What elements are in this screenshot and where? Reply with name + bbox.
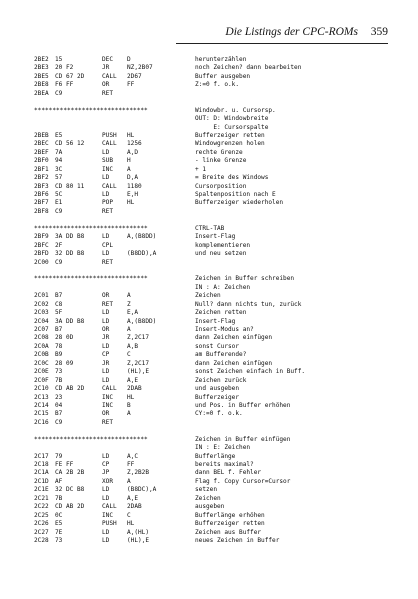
code-line bbox=[34, 199, 394, 207]
mnemonic: CALL bbox=[102, 182, 117, 190]
operand: A bbox=[127, 410, 131, 418]
hex-bytes: CD 80 11 bbox=[55, 182, 85, 190]
address: 2C0A bbox=[34, 342, 49, 350]
comment: und ausgeben bbox=[195, 385, 240, 393]
operand: HL bbox=[127, 199, 135, 207]
comment: Windowgrenzen holen bbox=[195, 140, 265, 148]
hex-bytes: 7A bbox=[55, 148, 63, 156]
comment: Null? dann nichts tun, zurück bbox=[195, 300, 302, 308]
operand: A bbox=[127, 165, 131, 173]
code-line bbox=[34, 183, 394, 191]
separator-stars: ******************************* bbox=[34, 435, 148, 443]
mnemonic: PUSH bbox=[102, 131, 117, 139]
address: 2C00 bbox=[34, 258, 49, 266]
code-line bbox=[34, 368, 394, 376]
operand: (B8DD),A bbox=[127, 250, 157, 258]
operand: E,A bbox=[127, 309, 139, 317]
mnemonic: CALL bbox=[102, 72, 117, 80]
operand: C bbox=[127, 511, 131, 519]
mnemonic: JR bbox=[102, 359, 110, 367]
hex-bytes: 5F bbox=[55, 309, 63, 317]
comment: Flag f. Copy Cursor=Cursor bbox=[195, 477, 291, 485]
mnemonic: XOR bbox=[102, 477, 114, 485]
hex-bytes: E5 bbox=[55, 520, 63, 528]
comment: Spaltenposition nach E bbox=[195, 191, 276, 198]
address: 2C1A bbox=[34, 469, 49, 477]
hex-bytes: 04 bbox=[55, 401, 63, 409]
comment: Zeichen bbox=[195, 292, 221, 300]
comment: Zeichen bbox=[195, 494, 221, 502]
address: 2C0C bbox=[34, 359, 49, 367]
hex-bytes: F6 FF bbox=[55, 81, 74, 89]
comment: Bufferlänge bbox=[195, 452, 236, 460]
separator-stars: ******************************* bbox=[34, 106, 148, 114]
mnemonic: INC bbox=[102, 393, 114, 401]
code-line bbox=[34, 537, 394, 545]
code-line bbox=[34, 233, 394, 241]
operand: 2D67 bbox=[127, 72, 142, 80]
mnemonic: LD bbox=[102, 536, 110, 544]
code-line bbox=[34, 64, 394, 72]
address: 2C0F bbox=[34, 376, 49, 384]
operand: NZ,2B07 bbox=[127, 64, 153, 72]
address: 2BFD bbox=[34, 250, 49, 258]
address: 2C13 bbox=[34, 393, 49, 401]
mnemonic: INC bbox=[102, 401, 114, 409]
address: 2C25 bbox=[34, 511, 49, 519]
hex-bytes: B7 bbox=[55, 326, 63, 333]
page-number: 359 bbox=[370, 26, 388, 38]
hex-bytes: CD AB 2D bbox=[55, 503, 85, 511]
section-header-line bbox=[34, 436, 394, 444]
mnemonic: CALL bbox=[102, 503, 117, 511]
address: 2BEB bbox=[34, 131, 49, 139]
hex-bytes: 28 0D bbox=[55, 334, 74, 342]
address: 2C22 bbox=[34, 503, 49, 511]
comment: setzen bbox=[195, 486, 218, 494]
code-line bbox=[34, 402, 394, 410]
mnemonic: LD bbox=[102, 309, 110, 317]
operand: 1256 bbox=[127, 140, 142, 148]
comment-line bbox=[34, 444, 394, 452]
code-line bbox=[34, 334, 394, 342]
code-line bbox=[34, 478, 394, 486]
mnemonic: POP bbox=[102, 199, 114, 207]
mnemonic: OR bbox=[102, 81, 110, 89]
code-line bbox=[34, 351, 394, 359]
operand: D,A bbox=[127, 174, 139, 182]
comment: und Pos. in Buffer erhöhen bbox=[195, 401, 291, 409]
comment: komplementieren bbox=[195, 241, 251, 249]
hex-bytes: CA 2B 2B bbox=[55, 469, 85, 477]
hex-bytes: C9 bbox=[55, 89, 63, 97]
hex-bytes: 3A DD B8 bbox=[55, 233, 85, 241]
code-line bbox=[34, 486, 394, 494]
comment: Zeichen zurück bbox=[195, 376, 247, 384]
mnemonic: RET bbox=[102, 418, 114, 426]
mnemonic: LD bbox=[102, 233, 110, 241]
comment-line bbox=[34, 284, 394, 292]
code-line bbox=[34, 166, 394, 174]
mnemonic: LD bbox=[102, 528, 110, 536]
comment: Insert-Flag bbox=[195, 233, 236, 241]
comment: herunterzählen bbox=[195, 56, 247, 63]
comment: und neu setzen bbox=[195, 250, 247, 258]
mnemonic: OR bbox=[102, 292, 110, 300]
hex-bytes: CD 56 12 bbox=[55, 140, 85, 148]
code-line bbox=[34, 81, 394, 89]
operand: FF bbox=[127, 461, 135, 468]
comment: IN : A: Zeichen bbox=[195, 283, 251, 291]
running-title: Die Listings der CPC-ROMs bbox=[225, 26, 358, 38]
comment: Windowbr. u. Cursorsp. bbox=[195, 106, 276, 114]
comment: bereits maximal? bbox=[195, 461, 254, 468]
address: 2C14 bbox=[34, 401, 49, 409]
comment: Insert-Modus an? bbox=[195, 326, 254, 333]
mnemonic: INC bbox=[102, 165, 114, 173]
operand: 1180 bbox=[127, 182, 142, 190]
hex-bytes: 79 bbox=[55, 452, 63, 460]
hex-bytes: 57 bbox=[55, 174, 63, 182]
mnemonic: SUB bbox=[102, 157, 114, 165]
code-line bbox=[34, 292, 394, 300]
comment: Bufferzeiger wiederholen bbox=[195, 199, 284, 207]
mnemonic: LD bbox=[102, 368, 110, 376]
hex-bytes: 7E bbox=[55, 528, 63, 536]
hex-bytes: 2F bbox=[55, 241, 63, 249]
operand: HL bbox=[127, 131, 135, 139]
operand: C bbox=[127, 351, 131, 359]
hex-bytes: 32 DD B8 bbox=[55, 250, 85, 258]
hex-bytes: 73 bbox=[55, 368, 63, 376]
address: 2C27 bbox=[34, 528, 49, 536]
code-line bbox=[34, 250, 394, 258]
hex-bytes: 3C bbox=[55, 165, 63, 173]
address: 2BF0 bbox=[34, 157, 49, 165]
operand: (HL),E bbox=[127, 536, 150, 544]
code-line bbox=[34, 259, 394, 267]
address: 2C21 bbox=[34, 494, 49, 502]
mnemonic: LD bbox=[102, 191, 110, 198]
mnemonic: OR bbox=[102, 410, 110, 418]
comment: Bufferzeiger bbox=[195, 393, 240, 401]
code-line bbox=[34, 140, 394, 148]
mnemonic: JR bbox=[102, 334, 110, 342]
operand: H bbox=[127, 157, 131, 165]
address: 2BF2 bbox=[34, 174, 49, 182]
address: 2C0B bbox=[34, 351, 49, 359]
blank-line bbox=[34, 267, 394, 275]
mnemonic: OR bbox=[102, 326, 110, 333]
address: 2BF7 bbox=[34, 199, 49, 207]
operand: A,B bbox=[127, 342, 139, 350]
address: 2BF1 bbox=[34, 165, 49, 173]
code-line bbox=[34, 461, 394, 469]
address: 2C01 bbox=[34, 292, 49, 300]
code-line bbox=[34, 132, 394, 140]
operand: Z,2B2B bbox=[127, 469, 150, 477]
code-line bbox=[34, 419, 394, 427]
mnemonic: INC bbox=[102, 511, 114, 519]
address: 2BEF bbox=[34, 148, 49, 156]
hex-bytes: 78 bbox=[55, 342, 63, 350]
mnemonic: LD bbox=[102, 148, 110, 156]
comment: = Breite des Windows bbox=[195, 174, 269, 182]
operand: E,H bbox=[127, 191, 139, 198]
header-rule bbox=[176, 43, 388, 44]
hex-bytes: 20 F2 bbox=[55, 64, 74, 72]
comment: ausgeben bbox=[195, 503, 225, 511]
comment-line bbox=[34, 124, 394, 132]
code-line bbox=[34, 301, 394, 309]
hex-bytes: 7B bbox=[55, 376, 63, 384]
operand: HL bbox=[127, 520, 135, 528]
mnemonic: CALL bbox=[102, 140, 117, 148]
mnemonic: CALL bbox=[102, 385, 117, 393]
comment: Zeichen in Buffer schreiben bbox=[195, 275, 295, 283]
code-line bbox=[34, 73, 394, 81]
comment: Zeichen aus Buffer bbox=[195, 528, 262, 536]
code-line bbox=[34, 495, 394, 503]
section-header-line bbox=[34, 225, 394, 233]
comment: CY:=0 f. o.k. bbox=[195, 410, 243, 418]
blank-line bbox=[34, 98, 394, 106]
code-line bbox=[34, 529, 394, 537]
code-line bbox=[34, 385, 394, 393]
mnemonic: LD bbox=[102, 486, 110, 494]
operand: A,E bbox=[127, 494, 139, 502]
mnemonic: RET bbox=[102, 207, 114, 215]
hex-bytes: CD 67 2D bbox=[55, 72, 85, 80]
mnemonic: LD bbox=[102, 376, 110, 384]
address: 2BF8 bbox=[34, 207, 49, 215]
comment: Insert-Flag bbox=[195, 317, 236, 325]
code-line bbox=[34, 377, 394, 385]
code-line bbox=[34, 157, 394, 165]
hex-bytes: FE FF bbox=[55, 461, 74, 468]
mnemonic: JR bbox=[102, 64, 110, 72]
comment: dann BEL f. Fehler bbox=[195, 469, 262, 477]
mnemonic: CPL bbox=[102, 241, 114, 249]
code-line bbox=[34, 453, 394, 461]
address: 2BF3 bbox=[34, 182, 49, 190]
operand: D bbox=[127, 56, 131, 63]
separator-stars: ******************************* bbox=[34, 275, 148, 283]
operand: Z,2C17 bbox=[127, 359, 150, 367]
code-line bbox=[34, 208, 394, 216]
running-header bbox=[176, 26, 388, 42]
operand: 2DAB bbox=[127, 503, 142, 511]
mnemonic: LD bbox=[102, 342, 110, 350]
code-line bbox=[34, 309, 394, 317]
comment: Buffer ausgeben bbox=[195, 72, 251, 80]
address: 2C26 bbox=[34, 520, 49, 528]
comment: neues Zeichen in Buffer bbox=[195, 536, 280, 544]
code-line bbox=[34, 360, 394, 368]
code-line bbox=[34, 56, 394, 64]
operand: A bbox=[127, 326, 131, 333]
comment: Bufferzeiger retten bbox=[195, 131, 265, 139]
comment: noch Zeichen? dann bearbeiten bbox=[195, 64, 302, 72]
mnemonic: LD bbox=[102, 494, 110, 502]
address: 2C10 bbox=[34, 385, 49, 393]
comment: rechte Grenze bbox=[195, 148, 243, 156]
comment: CTRL-TAB bbox=[195, 224, 225, 232]
address: 2C1E bbox=[34, 486, 49, 494]
operand: A,E bbox=[127, 376, 139, 384]
code-line bbox=[34, 410, 394, 418]
hex-bytes: C8 bbox=[55, 300, 63, 308]
address: 2C1D bbox=[34, 477, 49, 485]
operand: Z bbox=[127, 300, 131, 308]
comment: - linke Grenze bbox=[195, 157, 247, 165]
hex-bytes: 3A DD B8 bbox=[55, 317, 85, 325]
mnemonic: CP bbox=[102, 351, 110, 359]
mnemonic: RET bbox=[102, 258, 114, 266]
comment: Cursorposition bbox=[195, 182, 247, 190]
hex-bytes: B9 bbox=[55, 351, 63, 359]
operand: 2DAB bbox=[127, 385, 142, 393]
operand: A,D bbox=[127, 148, 139, 156]
operand: A,(B8DD) bbox=[127, 233, 157, 241]
blank-line bbox=[34, 427, 394, 435]
mnemonic: LD bbox=[102, 452, 110, 460]
address: 2C16 bbox=[34, 418, 49, 426]
assembly-listing bbox=[34, 56, 394, 545]
comment: Bufferzeiger retten bbox=[195, 520, 265, 528]
hex-bytes: C9 bbox=[55, 207, 63, 215]
blank-line bbox=[34, 216, 394, 224]
address: 2C17 bbox=[34, 452, 49, 460]
code-line bbox=[34, 318, 394, 326]
address: 2C0E bbox=[34, 368, 49, 376]
code-line bbox=[34, 191, 394, 199]
mnemonic: JP bbox=[102, 469, 110, 477]
address: 2C15 bbox=[34, 410, 49, 418]
hex-bytes: 15 bbox=[55, 56, 63, 63]
mnemonic: RET bbox=[102, 89, 114, 97]
mnemonic: CP bbox=[102, 461, 110, 468]
comment: dann Zeichen einfügen bbox=[195, 359, 273, 367]
comment-line bbox=[34, 115, 394, 123]
comment: sonst Zeichen einfach in Buff. bbox=[195, 368, 306, 376]
section-header-line bbox=[34, 275, 394, 283]
operand: A,(HL) bbox=[127, 528, 150, 536]
hex-bytes: CD AB 2D bbox=[55, 385, 85, 393]
hex-bytes: E5 bbox=[55, 131, 63, 139]
code-line bbox=[34, 326, 394, 334]
operand: Z,2C17 bbox=[127, 334, 150, 342]
hex-bytes: 7B bbox=[55, 494, 63, 502]
comment: dann Zeichen einfügen bbox=[195, 334, 273, 342]
code-line bbox=[34, 503, 394, 511]
hex-bytes: B7 bbox=[55, 410, 63, 418]
hex-bytes: 73 bbox=[55, 536, 63, 544]
address: 2BE5 bbox=[34, 72, 49, 80]
address: 2BEC bbox=[34, 140, 49, 148]
mnemonic: RET bbox=[102, 300, 114, 308]
address: 2C04 bbox=[34, 317, 49, 325]
code-line bbox=[34, 520, 394, 528]
operand: FF bbox=[127, 81, 135, 89]
address: 2C08 bbox=[34, 334, 49, 342]
address: 2C07 bbox=[34, 326, 49, 333]
mnemonic: LD bbox=[102, 317, 110, 325]
comment: Bufferlänge erhöhen bbox=[195, 511, 265, 519]
hex-bytes: 5C bbox=[55, 191, 63, 198]
mnemonic: PUSH bbox=[102, 520, 117, 528]
comment: E: Cursorspalte bbox=[195, 123, 269, 131]
mnemonic: DEC bbox=[102, 56, 114, 63]
code-line bbox=[34, 469, 394, 477]
code-line bbox=[34, 242, 394, 250]
hex-bytes: AF bbox=[55, 477, 63, 485]
code-line bbox=[34, 90, 394, 98]
comment: Zeichen retten bbox=[195, 309, 247, 317]
hex-bytes: 94 bbox=[55, 157, 63, 165]
comment: + 1 bbox=[195, 165, 207, 173]
code-line bbox=[34, 343, 394, 351]
comment: sonst Cursor bbox=[195, 342, 240, 350]
address: 2BF9 bbox=[34, 233, 49, 241]
address: 2C18 bbox=[34, 461, 49, 468]
mnemonic: LD bbox=[102, 174, 110, 182]
address: 2BE8 bbox=[34, 81, 49, 89]
mnemonic: LD bbox=[102, 250, 110, 258]
hex-bytes: 32 DC B8 bbox=[55, 486, 85, 494]
comment: OUT: D: Windowbreite bbox=[195, 115, 269, 123]
address: 2BF6 bbox=[34, 191, 49, 198]
code-line bbox=[34, 174, 394, 182]
section-header-line bbox=[34, 107, 394, 115]
operand: A bbox=[127, 292, 131, 300]
address: 2C28 bbox=[34, 536, 49, 544]
code-line bbox=[34, 149, 394, 157]
operand: A,C bbox=[127, 452, 139, 460]
comment: IN : E: Zeichen bbox=[195, 444, 251, 452]
comment: Zeichen in Buffer einfügen bbox=[195, 435, 291, 443]
address: 2BEA bbox=[34, 89, 49, 97]
operand: HL bbox=[127, 393, 135, 401]
comment: Z:=0 f. o.k. bbox=[195, 81, 240, 89]
address: 2BE2 bbox=[34, 56, 49, 63]
hex-bytes: 0C bbox=[55, 511, 63, 519]
operand: (HL),E bbox=[127, 368, 150, 376]
hex-bytes: C9 bbox=[55, 418, 63, 426]
hex-bytes: B7 bbox=[55, 292, 63, 300]
hex-bytes: E1 bbox=[55, 199, 63, 207]
separator-stars: ******************************* bbox=[34, 224, 148, 232]
address: 2C03 bbox=[34, 309, 49, 317]
operand: B bbox=[127, 401, 131, 409]
comment: am Bufferende? bbox=[195, 351, 247, 359]
operand: A bbox=[127, 477, 131, 485]
address: 2BE3 bbox=[34, 64, 49, 72]
operand: (B8DC),A bbox=[127, 486, 157, 494]
operand: A,(B8DD) bbox=[127, 317, 157, 325]
hex-bytes: C9 bbox=[55, 258, 63, 266]
hex-bytes: 28 09 bbox=[55, 359, 74, 367]
code-line bbox=[34, 394, 394, 402]
address: 2C02 bbox=[34, 300, 49, 308]
hex-bytes: 23 bbox=[55, 393, 63, 401]
code-line bbox=[34, 512, 394, 520]
address: 2BFC bbox=[34, 241, 49, 249]
